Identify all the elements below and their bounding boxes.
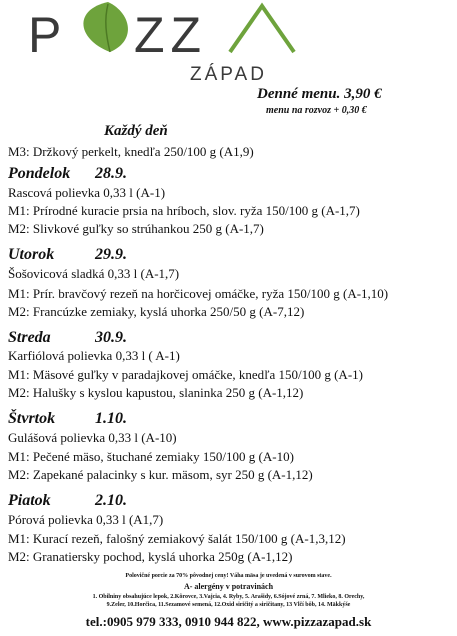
soup-item: Pórová polievka 0,33 l (A1,7): [8, 512, 164, 527]
allergen-title: A- alergény v potravinách: [183, 582, 274, 591]
menu-item-m1: M1: Prír. bravčový rezeň na horčicovej omáčke, ryža 150/100 g (A-1,10): [8, 286, 389, 301]
soup-item: Šošovicová sladká 0,33 l (A-1,7): [8, 266, 180, 281]
menu-item-m1: M1: Pečené mäso, štuchané zemiaky 150/100 g (A-10): [8, 449, 294, 464]
soup-item: Karfiólová polievka 0,33 l ( A-1): [8, 348, 180, 363]
day-name: Piatok: [8, 492, 51, 509]
soup-item: Rascová polievka 0,33 l (A-1): [8, 185, 166, 200]
everyday-title: Každý deň: [104, 123, 168, 139]
day-date: 30.9.: [95, 329, 127, 346]
day-name: Štvrtok: [8, 410, 56, 427]
day-name: Utorok: [8, 246, 55, 263]
day-date: 1.10.: [95, 410, 127, 427]
menu-item-m1: M1: Prírodné kuracie prsia na hríboch, slov. ryža 150/100 g (A-1,7): [8, 203, 360, 218]
logo-letter-a: [230, 6, 294, 52]
logo-letters-zz: ZZ: [134, 7, 208, 63]
allergen-list-2: 9.Zeler, 10.Horčica, 11.Sezamové semená, 12.Oxid siričitý a siričitany, 13 Vlčí bôb, 14. Mäkkýše: [106, 602, 351, 608]
everyday-item: M3: Držkový perkelt, knedľa 250/100 g (A1,9): [8, 144, 254, 159]
pizza-zapad-logo: [0, 0, 457, 90]
menu-item-m2: M2: Granatiersky pochod, kyslá uhorka 250g (A-1,12): [8, 549, 293, 564]
logo-letter-p: P: [28, 7, 64, 63]
portion-note: Polovičné porcie za 70% pôvodnej ceny! Váha mäsa je uvedená v surovom stave.: [125, 573, 332, 579]
menu-item-m1: M1: Mäsové guľky v paradajkovej omáčke, knedľa 150/100 g (A-1): [8, 367, 363, 382]
day-name: Pondelok: [8, 165, 71, 182]
day-date: 29.9.: [95, 246, 127, 263]
delivery-surcharge: menu na rozvoz + 0,30 €: [266, 105, 367, 116]
menu-item-m2: M2: Zapekané palacinky s kur. mäsom, syr 250 g (A-1,12): [8, 467, 313, 482]
contact-line: tel.:0905 979 333, 0910 944 822, www.pizzazapad.sk: [85, 614, 372, 629]
day-date: 28.9.: [95, 165, 127, 182]
day-date: 2.10.: [95, 492, 127, 509]
menu-item-m2: M2: Francúzke zemiaky, kyslá uhorka 250/50 g (A-7,12): [8, 304, 305, 319]
basil-leaf-icon: [83, 2, 128, 52]
menu-item-m1: M1: Kurací rezeň, falošný zemiakový šalát 150/100 g (A-1,3,12): [8, 531, 346, 546]
soup-item: Gulášová polievka 0,33 l (A-10): [8, 430, 177, 445]
daily-menu-price: Denné menu. 3,90 €: [257, 86, 382, 102]
allergen-list-1: 1. Obilniny obsahujúce lepok, 2.Kôrovce, 3.Vajcia, 4. Ryby, 5. Arašidy, 6.Sójové zrná, 7. Mlieko, 8. Orechy,: [92, 594, 365, 600]
menu-item-m2: M2: Halušky s kyslou kapustou, slaninka 250 g (A-1,12): [8, 385, 304, 400]
day-name: Streda: [8, 329, 51, 346]
menu-item-m2: M2: Slivkové guľky so strúhankou 250 g (A-1,7): [8, 221, 264, 236]
logo-subtitle: ZÁPAD: [190, 64, 267, 85]
